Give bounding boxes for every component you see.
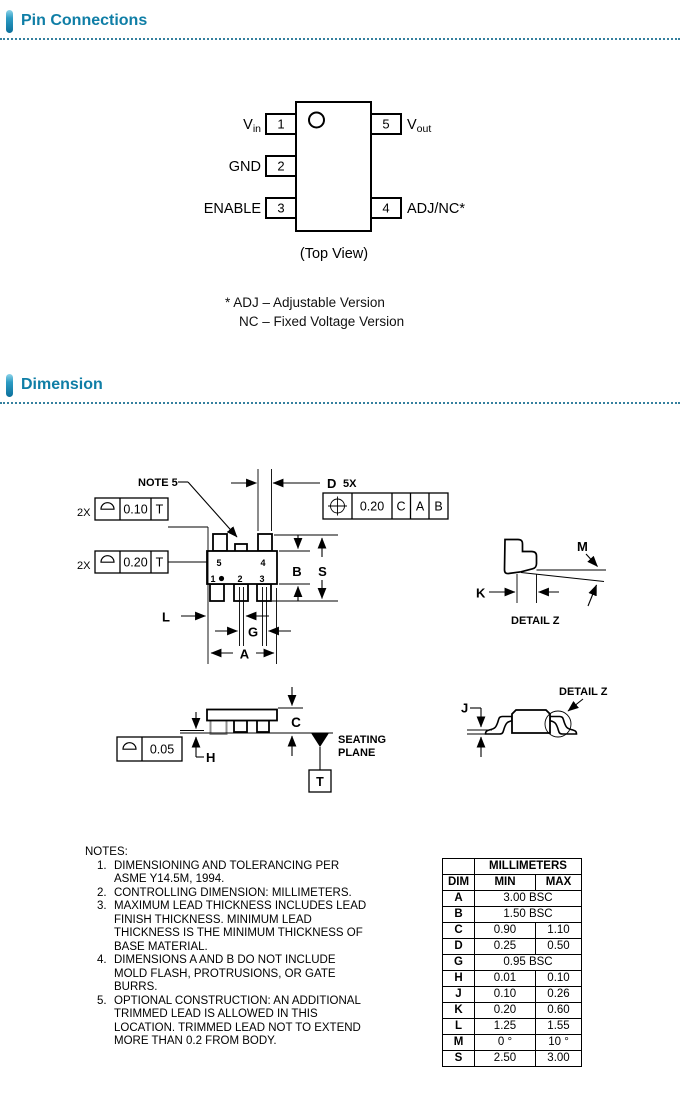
frame-top-qty: 2X (77, 507, 91, 519)
dim-g-label: G (247, 624, 259, 640)
right-gullwing-lead (550, 717, 577, 735)
position-tolerance-frame (323, 493, 448, 519)
footnote-adj: * ADJ – Adjustable Version (225, 295, 385, 310)
dim-c-label: C (291, 715, 301, 730)
dotted-divider (0, 402, 680, 404)
pin-label-gnd: GND (228, 159, 261, 175)
note-item: 1. DIMENSIONING AND TOLERANCING PER ASME Y14.5M, 1994. (97, 859, 340, 885)
detail-z-top-label: DETAIL Z (511, 615, 560, 627)
seating-plane-text-1: SEATING (338, 734, 387, 746)
table-row: A 3.00 BSC (443, 891, 582, 907)
table-row: J 0.10 0.26 (443, 987, 582, 1003)
table-row: D 0.25 0.50 (443, 939, 582, 955)
end-view-body (512, 710, 550, 733)
detail-z-lead-drawing (476, 539, 606, 627)
frame-mid-datum: T (155, 555, 164, 570)
pin-label-vout: $V_{out}$ (407, 117, 432, 135)
profile-frame-005 (117, 737, 182, 761)
profile-symbol-icon (101, 556, 114, 563)
footnote-nc: NC – Fixed Voltage Version (239, 314, 405, 329)
dim-b-label: B (292, 564, 302, 579)
pos-frame-datum-c: C (396, 499, 406, 514)
section-title-pin-connections: Pin Connections (21, 12, 148, 29)
side-view-drawing (117, 687, 386, 792)
table-row: M 0 ° 10 ° (443, 1035, 582, 1051)
dim-k-label: K (476, 585, 486, 601)
pin-number-2: 2 (277, 158, 285, 174)
dim-d-label: D (327, 476, 337, 491)
pkg-pin-1: 1 (210, 574, 216, 584)
accent-bar (6, 10, 13, 33)
table-row: S 2.50 3.00 (443, 1051, 582, 1067)
dotted-divider (0, 38, 680, 40)
table-row: H 0.01 0.10 (443, 971, 582, 987)
dim-d-qty: 5X (343, 478, 357, 490)
table-row: B 1.50 BSC (443, 907, 582, 923)
position-symbol-icon (328, 497, 347, 516)
pin-number-4: 4 (382, 200, 390, 216)
note-item: 4. DIMENSIONS A AND B DO NOT INCLUDE MOLD FLASH, PROTRUSIONS, OR GATE BURRS. (97, 954, 336, 993)
top-view-label: (Top View) (299, 246, 369, 262)
note-item: 3. MAXIMUM LEAD THICKNESS INCLUDES LEAD FINISH THICKNESS. MINIMUM LEAD THICKNESS IS THE MINIMUM THICKNESS OF BASE MATERIAL. (97, 900, 367, 953)
dim-l-label: L (162, 609, 170, 625)
pin-label-enable: ENABLE (203, 201, 261, 217)
package-dimension-drawing (0, 430, 680, 830)
pkg-pin-3: 3 (259, 574, 265, 584)
section-header-dimension (0, 374, 680, 402)
dim-h-label: H (206, 750, 216, 765)
top-view-drawing (77, 469, 448, 664)
pos-frame-datum-b: B (434, 499, 443, 514)
frame-top-value: 0.10 (123, 502, 148, 517)
profile-frame-020 (77, 551, 168, 573)
pkg-pin-4: 4 (260, 558, 266, 568)
pin-connections-diagram (0, 90, 680, 275)
dim-j-label: J (461, 700, 469, 716)
table-row: DIM MIN MAX (443, 875, 582, 891)
notes-title: NOTES: (85, 846, 128, 858)
unit-header-cell: MILLIMETERS (475, 859, 582, 875)
seating-plane-text-2: PLANE (338, 747, 376, 759)
dimension-table (442, 858, 582, 1067)
lead-cross-section (505, 540, 537, 574)
pkg-pin-2: 2 (237, 574, 243, 584)
pin1-marker-circle (309, 113, 324, 128)
table-row: C 0.90 1.10 (443, 923, 582, 939)
frame-mid-value: 0.20 (123, 555, 148, 570)
left-gullwing-lead (486, 717, 513, 735)
pkg-pin-5: 5 (216, 558, 222, 568)
frame-mid-qty: 2X (77, 560, 91, 572)
table-row (443, 859, 582, 875)
accent-bar (6, 374, 13, 397)
pin-number-1: 1 (277, 116, 285, 132)
section-title-dimension: Dimension (21, 376, 103, 393)
seating-plane-triangle-icon (311, 733, 329, 747)
frame-top-datum: T (155, 502, 164, 517)
frame-side-value: 0.05 (149, 742, 175, 757)
datum-t-label: T (316, 775, 324, 789)
detail-z-side-label: DETAIL Z (559, 686, 608, 698)
dim-m-label: M (577, 539, 588, 554)
note5-label: NOTE 5 (138, 477, 178, 489)
notes-block (85, 846, 370, 1049)
note-item: 2. CONTROLLING DIMENSION: MILLIMETERS. (97, 886, 352, 899)
pos-frame-datum-a: A (415, 499, 425, 514)
table-row: L 1.25 1.55 (443, 1019, 582, 1035)
pin-number-3: 3 (277, 200, 285, 216)
dim-s-label: S (318, 564, 327, 579)
package-outline (266, 102, 401, 231)
note-item: 5. OPTIONAL CONSTRUCTION: AN ADDITIONAL TRIMMED LEAD IS ALLOWED IN THIS LOCATION. TRIMMED LEAD NOT TO EXTEND MORE THAN 0.2 FROM BODY. (97, 994, 361, 1047)
pos-frame-tolerance: 0.20 (359, 499, 385, 514)
end-view-drawing (461, 686, 608, 757)
profile-frame-010 (77, 498, 168, 520)
table-row: G 0.95 BSC (443, 955, 582, 971)
table-row: K 0.20 0.60 (443, 1003, 582, 1019)
pin-label-adj-nc: ADJ/NC* (407, 201, 466, 217)
section-header-pin-connections (0, 10, 680, 38)
pin1-dot (219, 576, 224, 581)
pin-label-vin: $V_{in}$ (243, 117, 261, 135)
profile-symbol-icon (101, 503, 114, 510)
pin-number-5: 5 (382, 116, 390, 132)
side-view-body (207, 710, 277, 721)
dim-a-label: A (239, 646, 250, 662)
profile-symbol-icon (123, 743, 136, 750)
